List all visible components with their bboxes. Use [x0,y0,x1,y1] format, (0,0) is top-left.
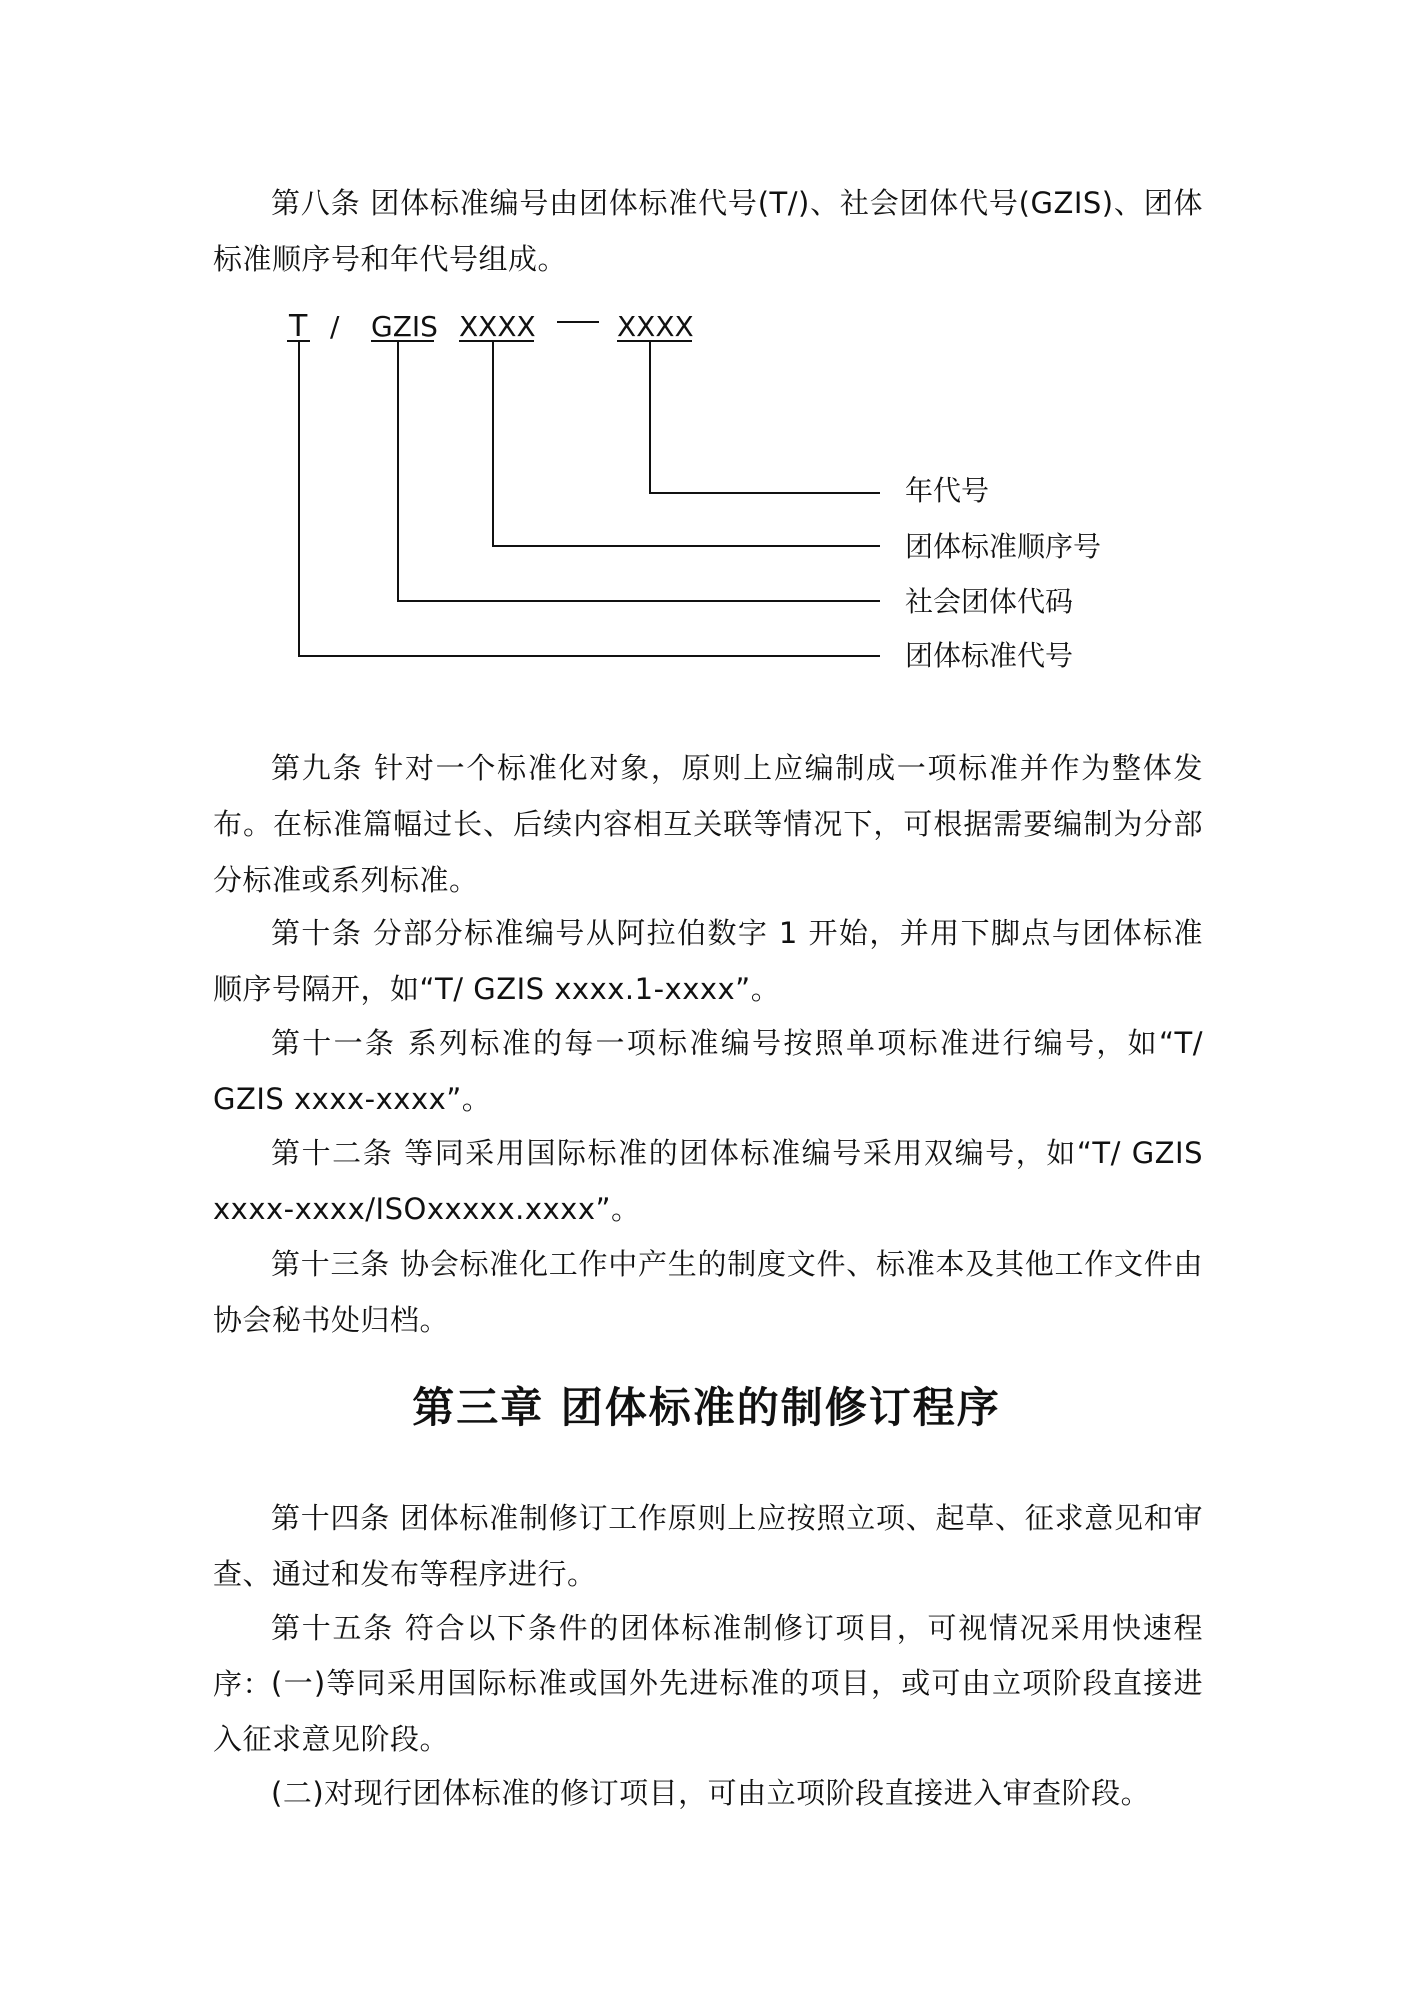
label-standard: 团体标准代号 [905,639,1074,672]
label-org: 社会团体代码 [905,585,1074,618]
article-10: 第十条 分部分标准编号从阿拉伯数字 1 开始，并用下脚点与团体标准顺序号隔开，如“T/ GZIS xxxx.1-xxxx”。 [213,916,1203,1006]
article-13: 第十三条 协会标准化工作中产生的制度文件、标准本及其他工作文件由协会秘书处归档。 [213,1247,1203,1337]
connector-standard [299,341,880,656]
article-14: 第十四条 团体标准制修订工作原则上应按照立项、起草、征求意见和审查、通过和发布等程序进行。 [213,1501,1203,1591]
code-t: T [289,309,308,344]
code-slash: / [330,310,340,343]
connector-year [650,341,880,493]
article-11: 第十一条 系列标准的每一项标准编号按照单项标准进行编号，如“T/ GZIS xxxx-xxxx”。 [213,1026,1203,1116]
article-15-item-2: (二)对现行团体标准的修订项目，可由立项阶段直接进入审查阶段。 [271,1776,1151,1810]
standard-number-diagram [0,0,1413,700]
connector-sequence [493,341,880,546]
article-12: 第十二条 等同采用国际标准的团体标准编号采用双编号，如“T/ GZIS xxxx-xxxx/ISOxxxxx.xxxx”。 [213,1136,1203,1226]
label-year: 年代号 [905,474,990,507]
label-sequence: 团体标准顺序号 [905,530,1102,563]
article-15: 第十五条 符合以下条件的团体标准制修订项目，可视情况采用快速程序： [213,1611,1203,1701]
code-year: XXXX [617,310,694,343]
article-15-item-1: (一)等同采用国际标准或国外先进标准的项目，或可由立项阶段直接进入征求意见阶段。 [213,1666,1203,1756]
article-8: 第八条 团体标准编号由团体标准代号(T/)、社会团体代号(GZIS)、团体标准顺序号和年代号组成。 [213,186,1203,276]
code-sequence: XXXX [459,310,536,343]
article-9: 第九条 针对一个标准化对象，原则上应编制成一项标准并作为整体发布。在标准篇幅过长、后续内容相互关联等情况下，可根据需要编制为分部分标准或系列标准。 [213,751,1203,897]
chapter-3-title: 第三章 团体标准的制修订程序 [412,1383,1001,1432]
code-gzis: GZIS [371,310,438,343]
connector-org [398,341,880,601]
